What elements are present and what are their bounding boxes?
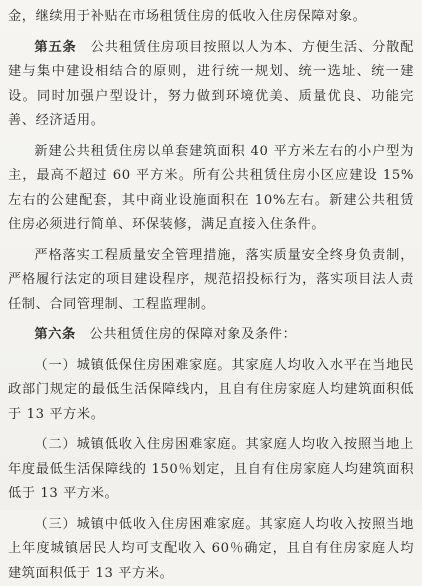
condition-item-2 [8, 433, 414, 507]
condition-item-1 [8, 354, 414, 428]
paragraph-continuation [8, 5, 414, 30]
article-5-paragraph [8, 36, 414, 134]
condition-item-3 [8, 513, 414, 586]
paragraph-text: 金，继续用于补贴在市场租赁住房的低收入住房保障对象。 [8, 9, 366, 24]
housing-area-paragraph [8, 140, 414, 238]
article-5-heading: 第五条 [34, 40, 76, 55]
paragraph-text: 新建公共租赁住房以单套建筑面积 40 平方米左右的小户型为主，最高不超过 60 平方米。所有公共租赁住房小区应建设 15%左右的公建配套，其中商业设施面积在 10%左右。新建公共租赁住房必须进行简单、环保装修，满足直接入住条件。 [8, 144, 414, 233]
paragraph-text: 公共租赁住房的保障对象及条件： [76, 327, 297, 342]
paragraph-text: （三）城镇中低收入住房困难家庭。其家庭人均收入按照当地上年度城镇居民人均可支配收入 60％确定，且自有住房家庭人均建筑面积低于 13 平方米。 [8, 517, 414, 581]
paragraph-text: （一）城镇低保住房困难家庭。其家庭人均收入水平在当地民政部门规定的最低生活保障线内，且自有住房家庭人均建筑面积低于 13 平方米。 [8, 358, 414, 422]
quality-safety-paragraph [8, 244, 414, 318]
article-6-paragraph [8, 323, 414, 348]
paragraph-text: 公共租赁住房项目按照以人为本、方便生活、分散配建与集中建设相结合的原则，进行统一规划、统一选址、统一建设。同时加强户型设计，努力做到环境优美、质量优良、功能完善、经济适用。 [8, 40, 414, 129]
paragraph-text: （二）城镇低收入住房困难家庭。其家庭人均收入按照当地上年度最低生活保障线的 150％划定，且自有住房家庭人均建筑面积低于 13 平方米。 [8, 437, 414, 501]
article-6-heading: 第六条 [34, 327, 75, 342]
paragraph-text: 严格落实工程质量安全管理措施，落实质量安全终身负责制，严格履行法定的项目建设程序，规范招投标行为，落实项目法人责任制、合同管理制、工程监理制。 [8, 248, 414, 312]
